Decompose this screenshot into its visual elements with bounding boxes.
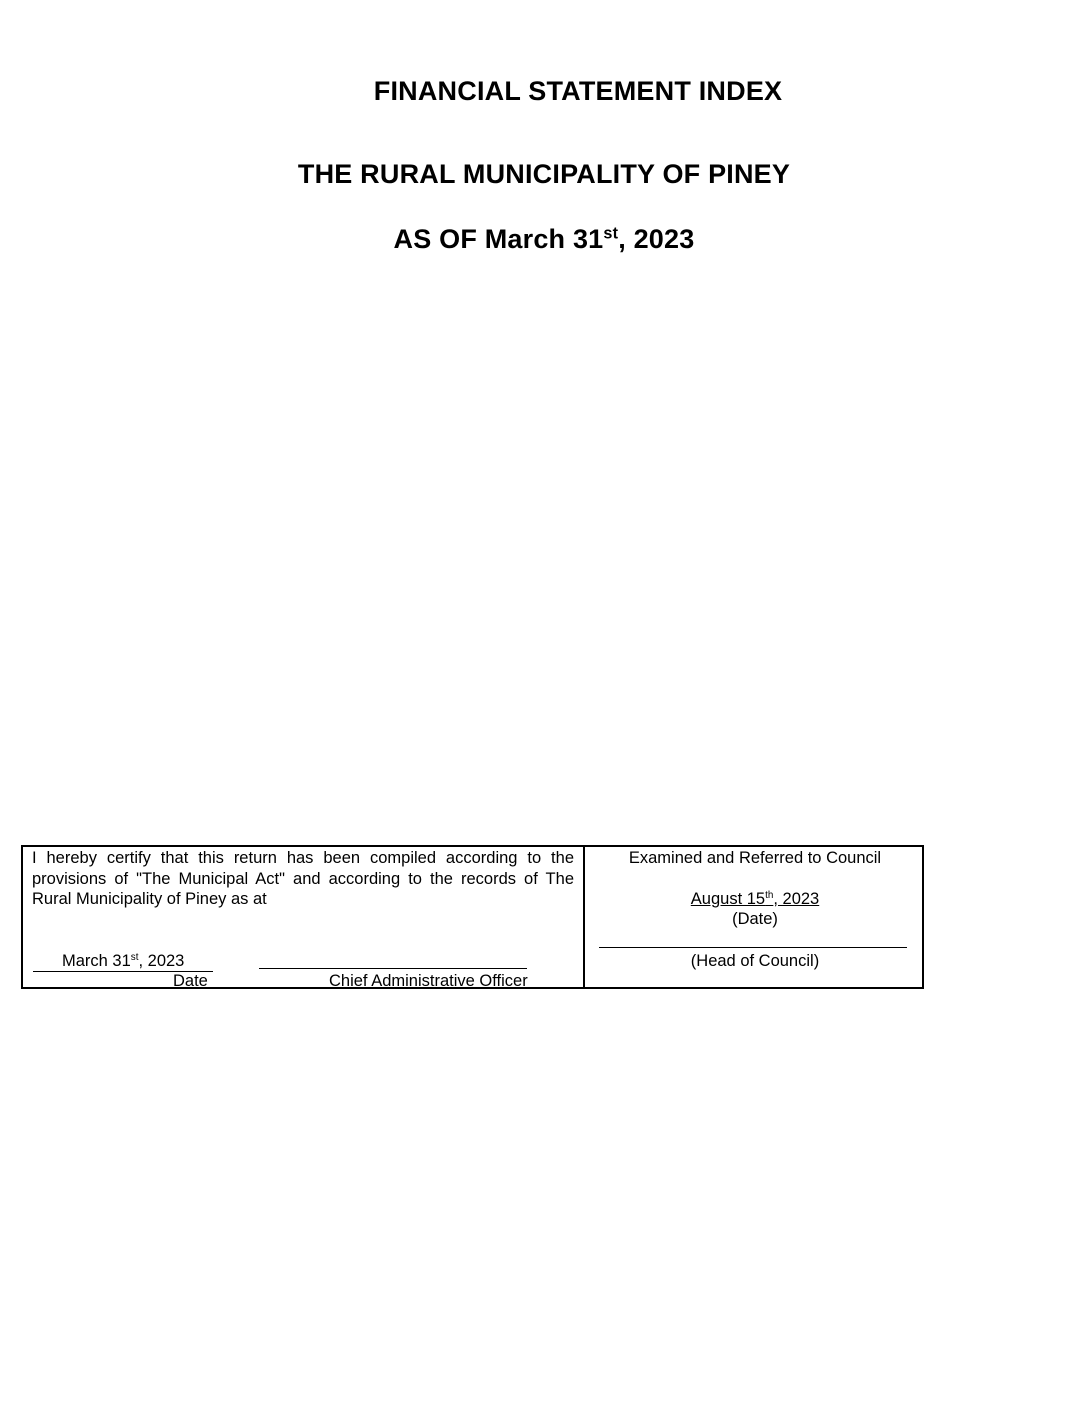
examined-referred-text: Examined and Referred to Council	[628, 849, 882, 867]
council-date-text: August 15	[690, 890, 766, 908]
as-of-date-ordinal: st	[603, 224, 619, 243]
as-of-date-year: , 2023	[618, 224, 695, 254]
document-title	[34, 76, 1088, 107]
certification-date-value	[62, 951, 184, 972]
certification-statement: I hereby certify that this return has been compiled according to the provisions of "The Municipal Act" and according to the records of The Rural Municipality of Piney as at	[32, 849, 574, 908]
council-date	[585, 889, 925, 910]
certification-column	[23, 847, 585, 990]
as-of-date-text: AS OF March 31	[393, 224, 604, 254]
as-of-date-heading	[0, 224, 1088, 255]
council-column	[585, 847, 922, 987]
officer-signature-label: Chief Administrative Officer	[329, 972, 528, 990]
council-date-value	[691, 890, 819, 908]
municipality-name-text: THE RURAL MUNICIPALITY OF PINEY	[297, 159, 791, 189]
document-title-text: FINANCIAL STATEMENT INDEX	[373, 76, 783, 106]
head-of-council-caption: (Head of Council)	[690, 952, 820, 970]
head-of-council-signature-line	[599, 947, 907, 948]
certification-date-text: March 31	[62, 952, 131, 970]
council-date-caption: (Date)	[732, 910, 778, 928]
certification-box	[21, 845, 924, 989]
council-date-ordinal: th	[765, 890, 774, 902]
certification-date-year: , 2023	[138, 952, 185, 970]
officer-signature-line	[259, 968, 527, 969]
council-date-year: , 2023	[773, 890, 820, 908]
municipality-name	[0, 159, 1088, 190]
certification-date-label: Date	[173, 972, 208, 990]
certification-date-ordinal: st	[130, 952, 139, 964]
